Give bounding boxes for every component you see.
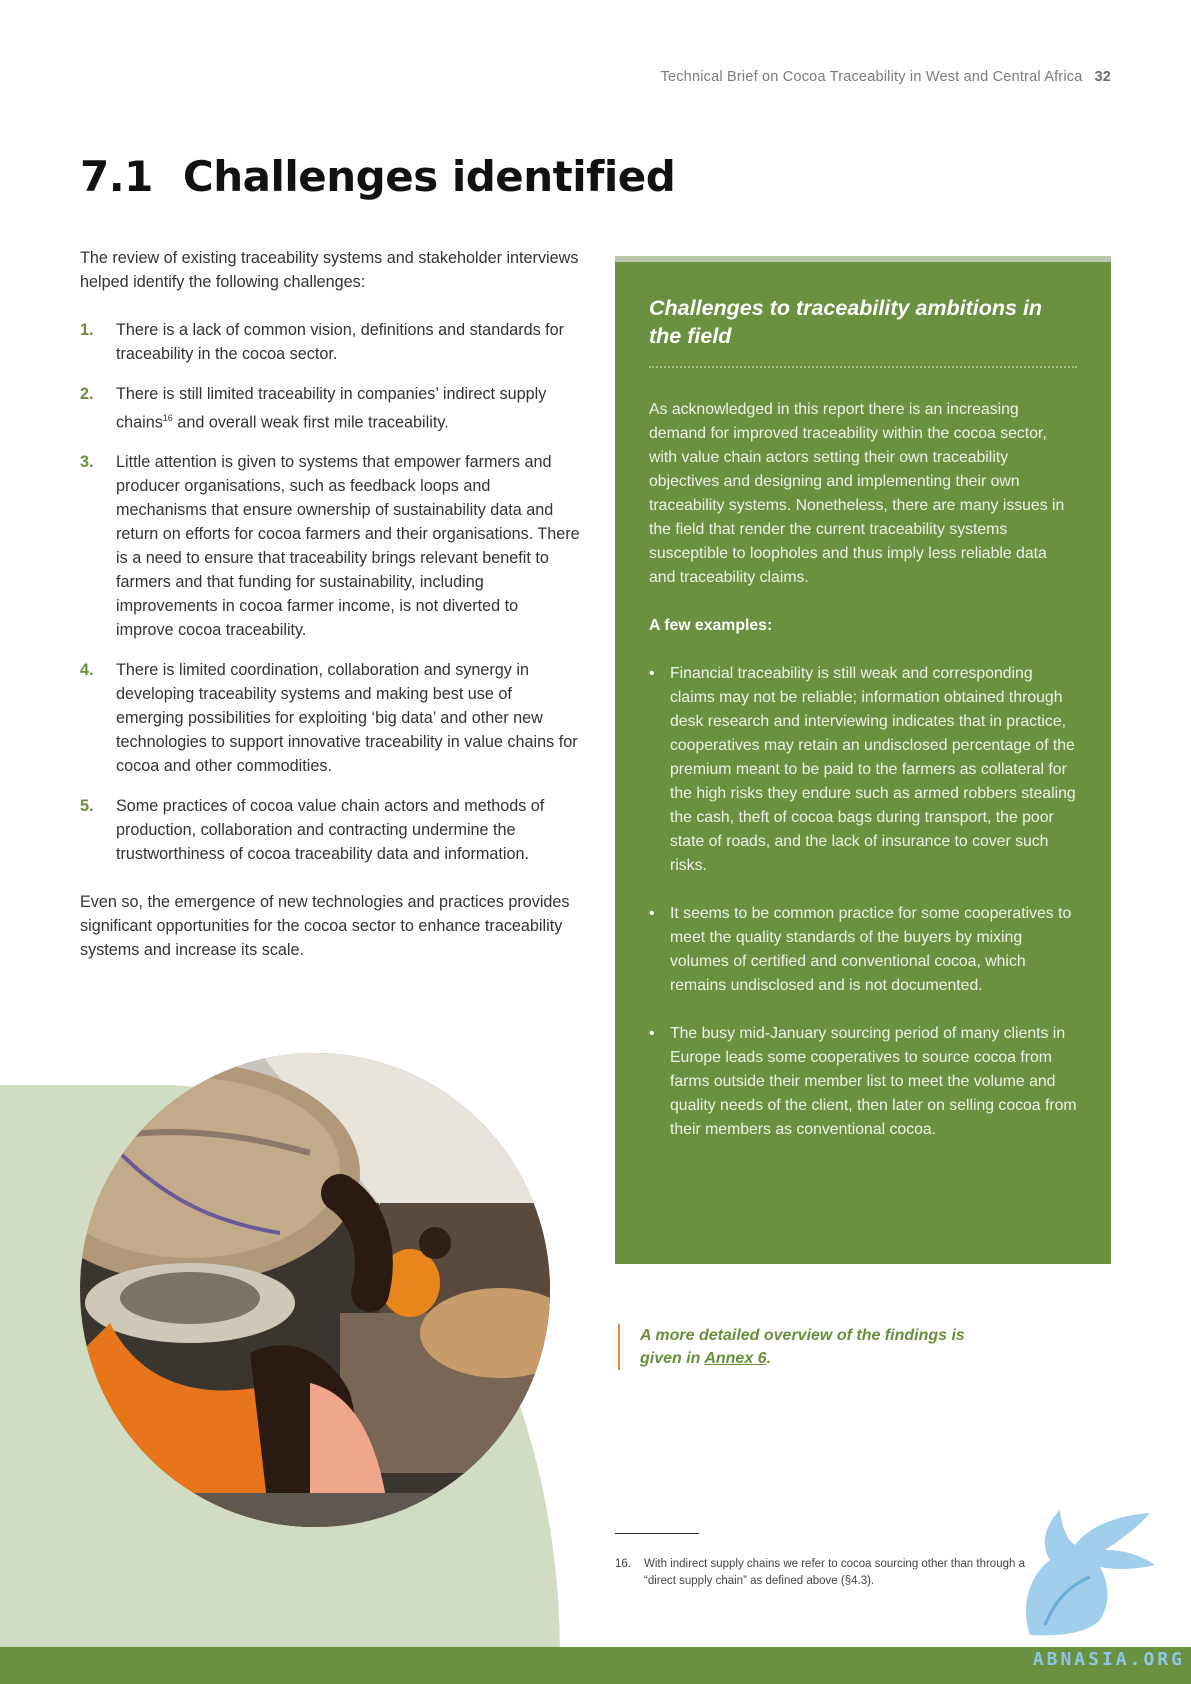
- intro-paragraph: The review of existing traceability systems and stakeholder interviews helped identify the following challenges:: [80, 249, 579, 291]
- examples-heading: A few examples:: [649, 617, 773, 634]
- footnote-text: With indirect supply chains we refer to cocoa sourcing other than through a “direct supply chain” as defined above (§4.3).: [644, 1558, 1025, 1587]
- running-title: Technical Brief on Cocoa Traceability in West and Central Africa: [660, 69, 1083, 85]
- challenge-item: [80, 450, 580, 642]
- example-text: Financial traceability is still weak and corresponding claims may not be reliable; information obtained through desk research and interviewing indicates that in practice, cooperatives may retain an undisclosed percentage of the premium meant to be paid to the farmers as collateral for the high risks they endure such as armed robbers stealing the cash, theft of cocoa bags during transport, the poor state of roads, and the lack of insurance to cover such risks.: [670, 665, 1076, 874]
- watermark-text: ABNASIA.ORG: [1032, 1649, 1185, 1670]
- challenge-item: [80, 658, 580, 778]
- example-text: The busy mid-January sourcing period of many clients in Europe leads some cooperatives to source cocoa from farms outside their member list to meet the volume and quality needs of the client, then later on selling cocoa from their members as conventional cocoa.: [670, 1025, 1077, 1138]
- challenge-text: There is still limited traceability in companies’ indirect supply chains: [116, 385, 547, 432]
- challenge-text-cont: and overall weak first mile traceability.: [172, 413, 449, 432]
- challenge-number: 3.: [80, 453, 94, 472]
- bullet-icon: •: [649, 905, 655, 922]
- challenge-list: [80, 318, 580, 866]
- challenge-text: There is a lack of common vision, definitions and standards for traceability in the cocoa sector.: [116, 321, 565, 363]
- bullet-icon: •: [649, 665, 655, 682]
- annex-6-link[interactable]: Annex 6: [704, 1350, 767, 1367]
- page-number: 32: [1094, 69, 1111, 85]
- footnote-16: [615, 1556, 1055, 1590]
- dotted-divider: [649, 366, 1077, 368]
- box-title: Challenges to traceability ambitions in the field: [649, 296, 1043, 348]
- challenges-sidebar-box: [615, 256, 1111, 1264]
- challenge-number: 4.: [80, 661, 94, 680]
- box-intro: As acknowledged in this report there is an increasing demand for improved traceability within the cocoa sector, with value chain actors setting their own traceability objectives and designing and implementing their own traceability systems. Nonetheless, there are many issues in the field that render the current traceability systems susceptible to loopholes and thus imply less reliable data and traceability claims.: [649, 401, 1065, 586]
- footnote-ref-link[interactable]: 16: [162, 413, 173, 423]
- photo-illustration: [80, 1053, 550, 1527]
- challenge-number: 2.: [80, 385, 94, 403]
- conclusion-paragraph: Even so, the emergence of new technologies and practices provides significant opportunities for the cocoa sector to enhance traceability systems and increase its scale.: [80, 893, 570, 960]
- running-header: [661, 69, 1111, 85]
- cocoa-worker-photo: [80, 1053, 550, 1527]
- section-number: 7.1: [80, 152, 153, 201]
- griffin-logo-icon: [1010, 1505, 1160, 1650]
- challenge-text: Little attention is given to systems that empower farmers and producer organisations, such as feedback loops and mechanisms that ensure ownership of sustainability data and return on efforts for cocoa farmers and their organisations. There is a need to ensure that traceability brings relevant benefit to farmers and that funding for sustainability, including improvements in cocoa farmer income, is not diverted to improve cocoa traceability.: [116, 453, 580, 640]
- section-title-text: Challenges identified: [182, 152, 676, 201]
- challenge-text: There is limited coordination, collaboration and synergy in developing traceability systems and making best use of emerging possibilities for exploiting ‘big data’ and other new technologies to support innovative traceability in value chains for cocoa and other commodities.: [116, 661, 578, 776]
- section-title: [80, 152, 675, 201]
- main-column: [80, 246, 580, 962]
- example-item: [649, 662, 1077, 878]
- challenge-text: Some practices of cocoa value chain actors and methods of production, collaboration and contracting undermine the trustworthiness of cocoa traceability data and information.: [116, 797, 545, 864]
- challenge-item: [80, 382, 580, 434]
- example-item: [649, 902, 1077, 998]
- annex-callout: [618, 1324, 970, 1370]
- footnote-rule: [615, 1533, 699, 1534]
- example-text: It seems to be common practice for some cooperatives to meet the quality standards of the buyers by mixing volumes of certified and conventional cocoa, which remains undisclosed and is not documented.: [670, 905, 1072, 994]
- examples-list: [649, 662, 1077, 1142]
- example-item: [649, 1022, 1077, 1142]
- footnote-number: 16.: [615, 1558, 631, 1570]
- bottom-bar: [0, 1647, 1191, 1684]
- challenge-number: 5.: [80, 797, 94, 816]
- challenge-number: 1.: [80, 321, 94, 339]
- challenge-item: [80, 794, 580, 866]
- challenge-item: [80, 318, 580, 366]
- callout-period: .: [766, 1350, 772, 1367]
- callout-text: A more detailed overview of the findings is given in: [640, 1327, 965, 1367]
- bullet-icon: •: [649, 1025, 655, 1042]
